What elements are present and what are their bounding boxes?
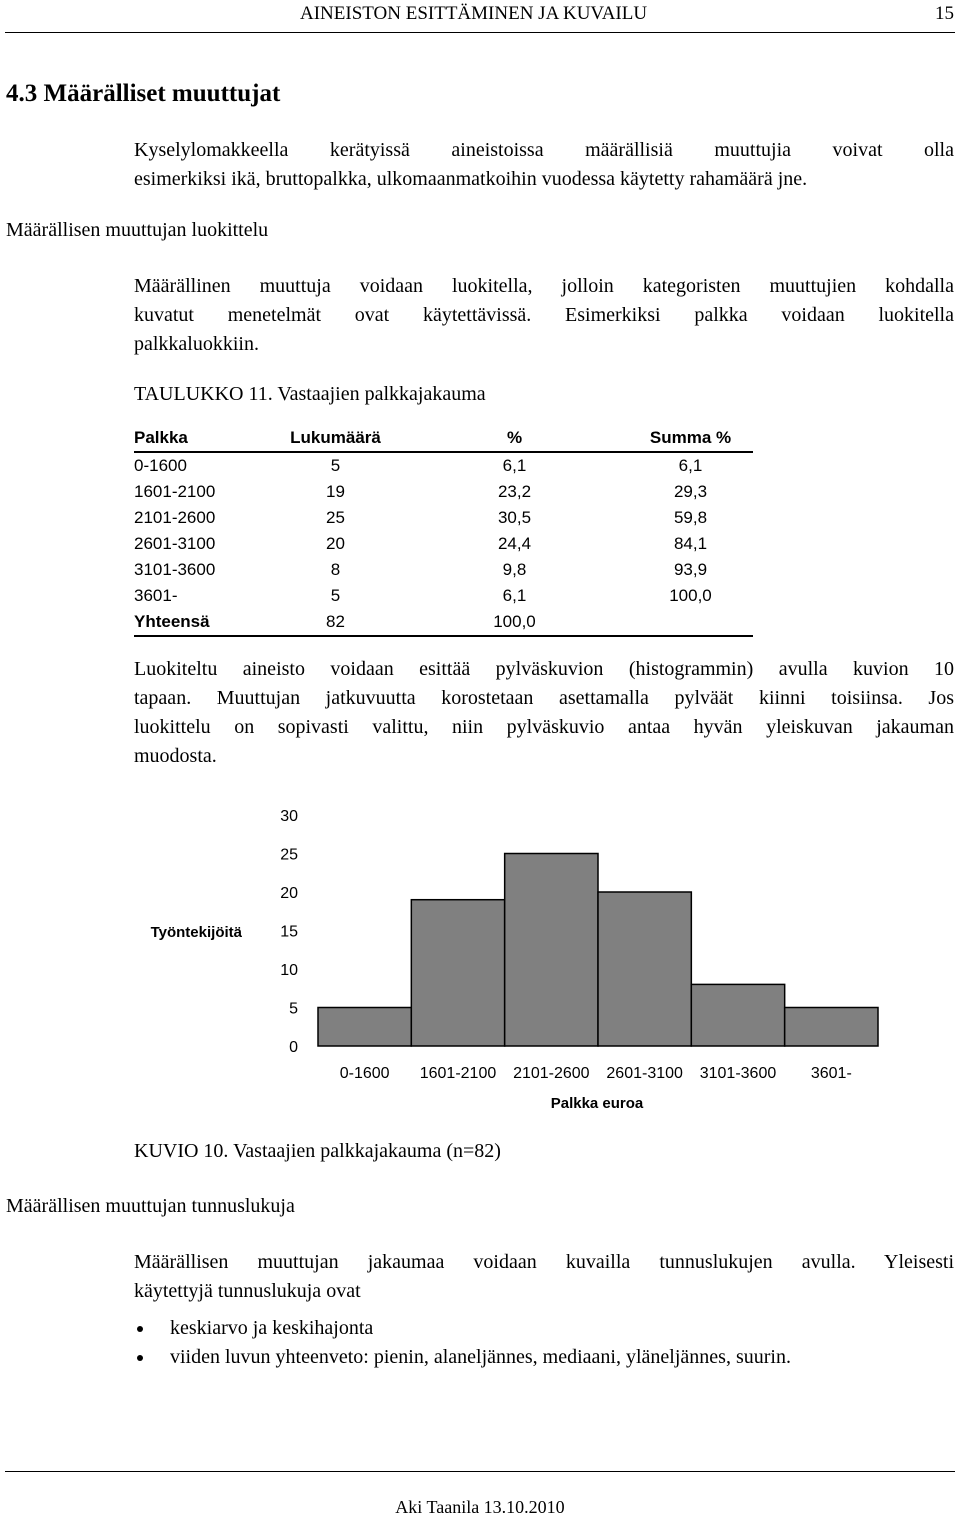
- table-cell: 25: [326, 508, 345, 527]
- table-cell: 1601-2100: [134, 482, 216, 501]
- table-cell: 100,0: [669, 586, 712, 605]
- running-header-title: AINEISTON ESITTÄMINEN JA KUVAILU: [300, 3, 648, 24]
- table-row: [134, 531, 753, 557]
- classification-line-2: kuvatut menetelmät ovat käytettävissä. Esimerkiksi palkka voidaan luokitella: [134, 304, 954, 326]
- y-axis-label: Työntekijöitä: [150, 924, 242, 941]
- table-cell: 8: [330, 560, 341, 579]
- y-tick-label: 20: [280, 885, 298, 902]
- table-row: [134, 557, 753, 583]
- y-tick-label: 25: [280, 846, 298, 864]
- table-cell: 2601-3100: [134, 534, 216, 553]
- table-cell: 6,1: [502, 586, 527, 605]
- x-ticks-layer: [340, 1065, 852, 1082]
- salary-histogram: [140, 790, 900, 1120]
- statistics-paragraph: [134, 1248, 954, 1306]
- table-cell: 93,9: [673, 560, 708, 579]
- table-cell: 2101-2600: [134, 508, 216, 527]
- statistics-line-2: käytettyjä tunnuslukuja ovat: [134, 1280, 361, 1302]
- y-tick-label: 15: [280, 923, 298, 941]
- y-tick-label: 5: [289, 1000, 298, 1018]
- x-tick-label: 0-1600: [339, 1065, 390, 1082]
- table-header-row: [134, 425, 753, 452]
- histogram-bar: [411, 900, 504, 1046]
- classification-line-1: Määrällinen muuttuja voidaan luokitella, jolloin kategoristen muuttujien kohdalla: [134, 275, 954, 297]
- histogram-bar: [318, 1008, 411, 1047]
- total-cumulative: [628, 609, 753, 636]
- histogram-paragraph: [134, 655, 954, 771]
- table-cell: 84,1: [673, 534, 708, 553]
- x-tick-label: 2101-2600: [513, 1065, 590, 1082]
- header-cell-palkka: Palkka: [134, 425, 270, 452]
- intro-line-2: esimerkiksi ikä, bruttopalkka, ulkomaanmatkoihin vuodessa käytetty rahamäärä jne.: [134, 168, 808, 190]
- x-tick-label: 3101-3600: [699, 1065, 777, 1082]
- table-cell: 23,2: [497, 482, 532, 501]
- figure-caption: KUVIO 10. Vastaajien palkkajakauma (n=82): [134, 1140, 501, 1162]
- x-axis-label: Palkka euroa: [550, 1095, 644, 1112]
- header-cell-summa: Summa %: [628, 425, 753, 452]
- classification-line-3: palkkaluokkiin.: [134, 333, 259, 355]
- intro-line-1: Kyselylomakkeella kerätyissä aineistoissa määrällisiä muuttujia voivat olla: [134, 139, 954, 161]
- classification-paragraph: [134, 272, 954, 359]
- statistics-bullet-list: [170, 1314, 791, 1372]
- y-ticks-layer: [280, 808, 298, 1056]
- intro-paragraph: [134, 136, 954, 194]
- table-total-row: [134, 609, 753, 636]
- statistics-title: Määrällisen muuttujan tunnuslukuja: [6, 1195, 295, 1217]
- bullet-icon: [137, 1326, 143, 1332]
- table-cell: 29,3: [673, 482, 708, 501]
- histogram-line-2: tapaan. Muuttujan jatkuvuutta korostetaan asettamalla pylväät kiinni toisiinsa. Jos: [134, 687, 954, 709]
- bullet-icon: [137, 1355, 143, 1361]
- footer-text: Aki Taanila 13.10.2010: [395, 1497, 565, 1517]
- classification-title: Määrällisen muuttujan luokittelu: [6, 219, 269, 241]
- table-cell: 20: [326, 534, 345, 553]
- table-cell: 5: [330, 586, 341, 605]
- statistics-line-1: Määrällisen muuttujan jakaumaa voidaan kuvailla tunnuslukujen avulla. Yleisesti: [134, 1251, 954, 1273]
- total-label: Yhteensä: [134, 612, 210, 631]
- section-title: 4.3 Määrälliset muuttujat: [6, 80, 281, 107]
- table-cell: 24,4: [497, 534, 532, 553]
- y-tick-label: 30: [280, 808, 298, 825]
- table-cell: 19: [326, 482, 345, 501]
- header-cell-percent: %: [401, 425, 628, 452]
- histogram-line-1: Luokiteltu aineisto voidaan esittää pylväskuvion (histogrammin) avulla kuvion 10: [134, 658, 954, 680]
- table-row: [134, 479, 753, 505]
- bars-layer: [318, 854, 878, 1047]
- table-cell: 6,1: [502, 456, 527, 475]
- table-cell: 9,8: [502, 560, 527, 579]
- histogram-line-4: muodosta.: [134, 745, 217, 767]
- table-row: [134, 505, 753, 531]
- total-percent: 100,0: [493, 612, 536, 631]
- y-tick-label: 10: [280, 962, 298, 979]
- page-number: 15: [935, 3, 954, 24]
- x-tick-label: 1601-2100: [419, 1065, 497, 1082]
- list-item: [170, 1343, 791, 1372]
- table-row: [134, 583, 753, 609]
- table-cell: 6,1: [678, 456, 703, 475]
- list-item-text: viiden luvun yhteenveto: pienin, alaneljännes, mediaani, yläneljännes, suurin.: [170, 1346, 791, 1368]
- histogram-bar: [691, 984, 784, 1046]
- histogram-bar: [785, 1008, 878, 1047]
- x-tick-label: 3601-: [810, 1065, 852, 1082]
- salary-table: [134, 425, 753, 637]
- header-cell-lukumaara: Lukumäärä: [270, 425, 401, 452]
- table-cell: 3601-: [134, 586, 178, 605]
- list-item-text: keskiarvo ja keskihajonta: [170, 1317, 374, 1339]
- histogram-bar: [505, 854, 598, 1047]
- table-cell: 5: [330, 456, 341, 475]
- table-row: [134, 452, 753, 479]
- y-tick-label: 0: [289, 1039, 298, 1056]
- footer-rule: [5, 1471, 955, 1472]
- x-tick-label: 2601-3100: [606, 1065, 683, 1082]
- table-cell: 59,8: [673, 508, 708, 527]
- total-count: 82: [326, 612, 345, 631]
- histogram-bar: [598, 892, 691, 1046]
- table-cell: 30,5: [497, 508, 532, 527]
- table-cell: 3101-3600: [134, 560, 216, 579]
- histogram-line-3: luokittelu on sopivasti valittu, niin pylväskuvio antaa hyvän yleiskuvan jakauman: [134, 716, 954, 738]
- list-item: [170, 1314, 791, 1343]
- table-caption: TAULUKKO 11. Vastaajien palkkajakauma: [134, 383, 486, 405]
- header-rule: [5, 32, 955, 33]
- table-cell: 0-1600: [134, 456, 187, 475]
